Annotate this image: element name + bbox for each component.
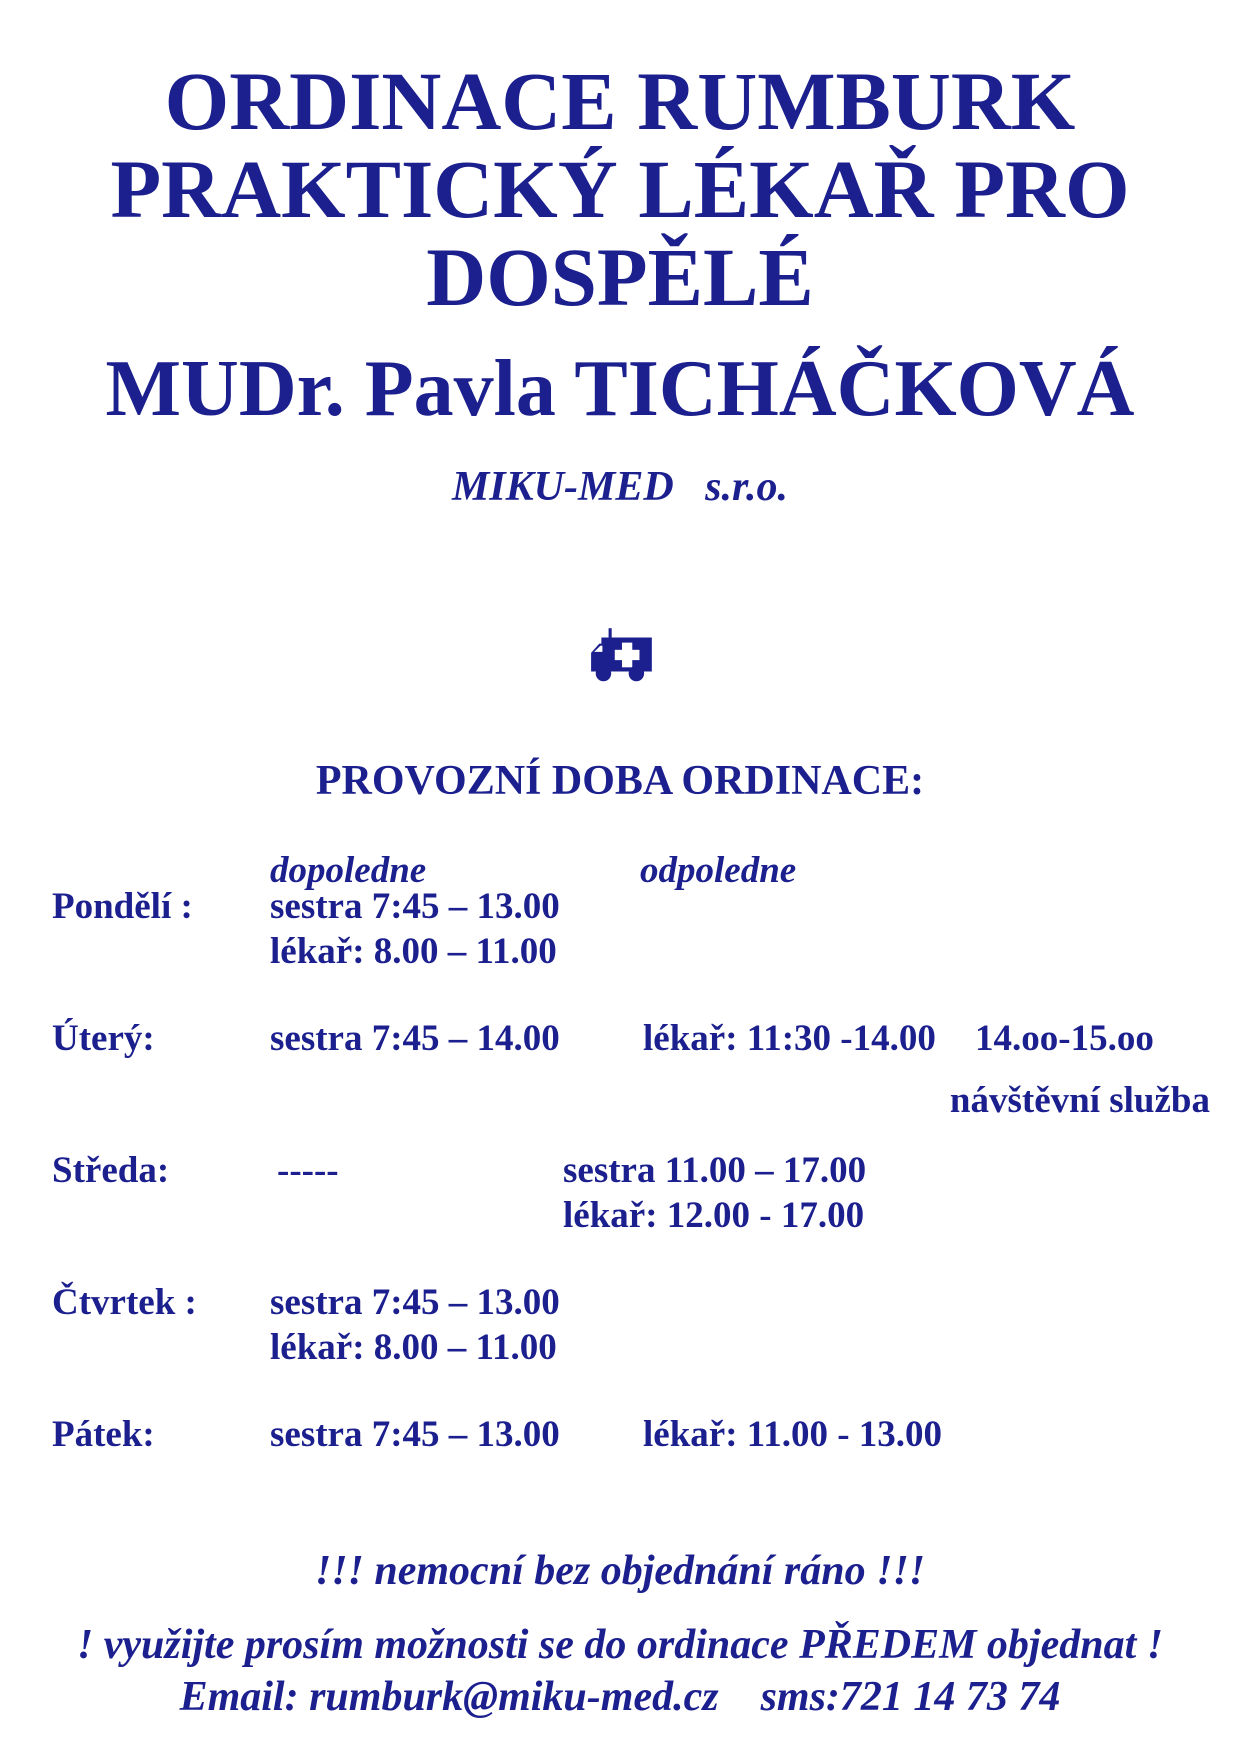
monday-doctor-hours: lékař: 8.00 – 11.00 <box>270 931 557 972</box>
page-title-line-1: ORDINACE RUMBURK <box>164 55 1076 147</box>
wednesday-morning-closed: ----- <box>277 1150 339 1191</box>
company-name: MIKU-MED s.r.o. <box>451 464 789 510</box>
day-label-wednesday: Středa: <box>52 1150 170 1191</box>
day-label-tuesday: Úterý: <box>52 1018 155 1059</box>
day-label-friday: Pátek: <box>52 1414 155 1455</box>
page-title-line-3: DOSPĚLÉ <box>426 231 814 323</box>
section-heading: PROVOZNÍ DOBA ORDINACE: <box>315 758 925 804</box>
friday-doctor-hours: lékař: 11.00 - 13.00 <box>643 1414 943 1455</box>
ambulance-icon <box>588 626 658 686</box>
day-label-thursday: Čtvrtek : <box>52 1282 197 1323</box>
friday-nurse-hours: sestra 7:45 – 13.00 <box>270 1414 560 1455</box>
day-label-monday: Pondělí : <box>52 886 193 927</box>
monday-nurse-hours: sestra 7:45 – 13.00 <box>270 886 560 927</box>
urgent-note: !!! nemocní bez objednání ráno !!! <box>314 1548 926 1594</box>
tuesday-doctor-hours: lékař: 11:30 -14.00 <box>643 1018 936 1059</box>
thursday-doctor-hours: lékař: 8.00 – 11.00 <box>270 1327 557 1368</box>
column-header-afternoon: odpoledne <box>640 850 797 891</box>
page-title-line-2: PRAKTICKÝ LÉKAŘ PRO <box>110 143 1130 235</box>
tuesday-visiting-service-note: návštěvní služba <box>949 1080 1210 1121</box>
column-header-morning: dopoledne <box>270 850 427 891</box>
thursday-nurse-hours: sestra 7:45 – 13.00 <box>270 1282 560 1323</box>
contact-line: Email: rumburk@miku-med.cz sms:721 14 73 74 <box>179 1674 1061 1720</box>
doctor-name: MUDr. Pavla TICHÁČKOVÁ <box>105 345 1135 433</box>
booking-note: ! využijte prosím možnosti se do ordinace PŘEDEM objednat ! <box>76 1622 1164 1668</box>
wednesday-doctor-hours: lékař: 12.00 - 17.00 <box>563 1195 865 1236</box>
tuesday-nurse-hours: sestra 7:45 – 14.00 <box>270 1018 560 1059</box>
wednesday-nurse-hours: sestra 11.00 – 17.00 <box>563 1150 867 1191</box>
tuesday-extra-hours: 14.oo-15.oo <box>975 1018 1154 1059</box>
